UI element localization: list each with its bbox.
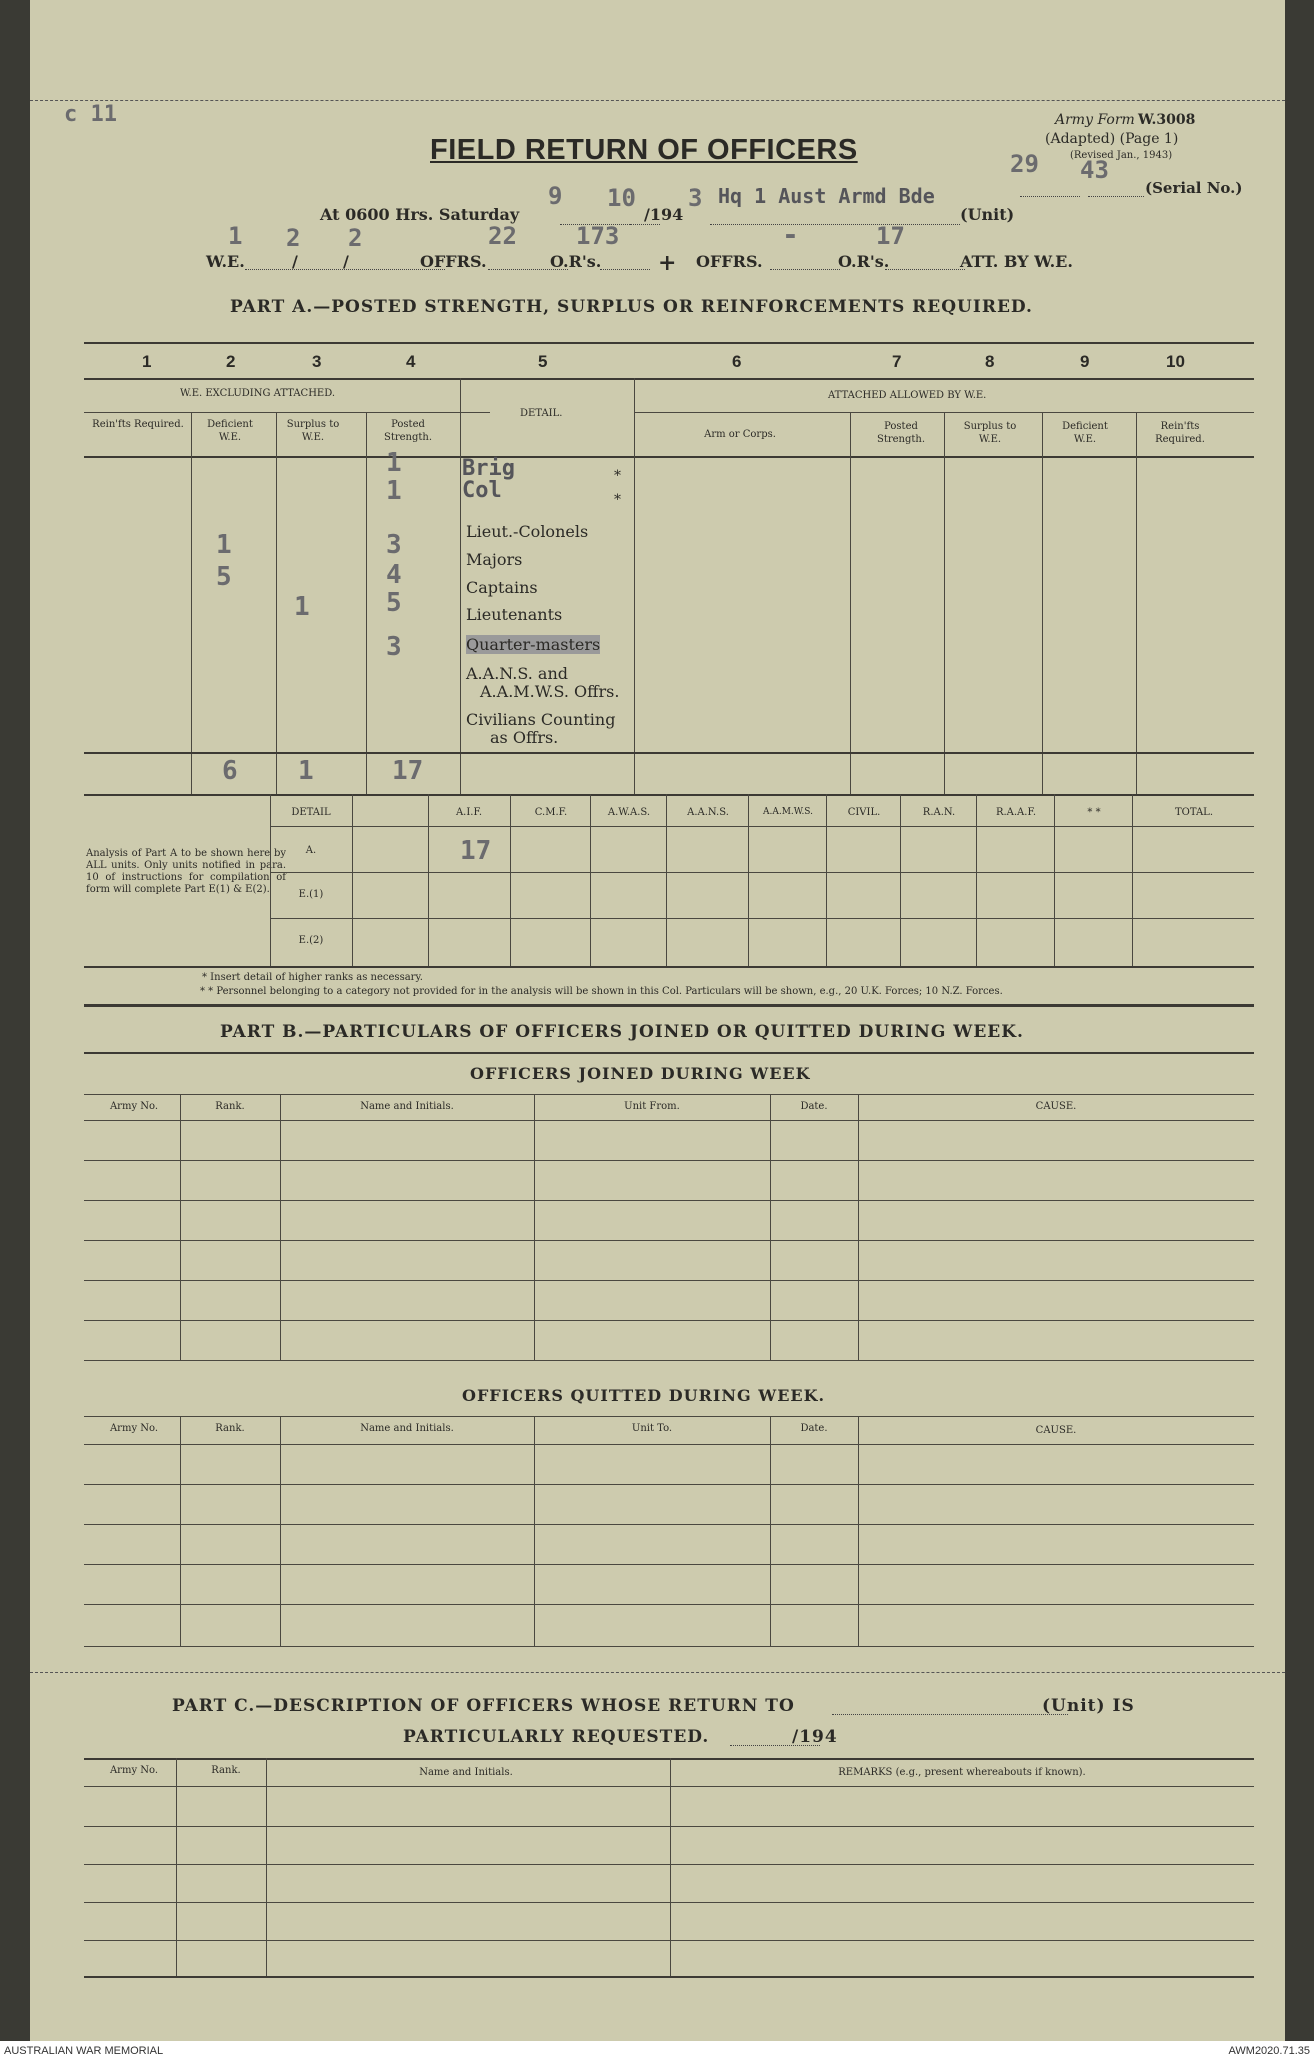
joined-title: OFFICERS JOINED DURING WEEK <box>470 1064 811 1083</box>
serial-value-2: 43 <box>1080 156 1109 184</box>
analysis-header: DETAIL <box>291 807 331 818</box>
serial-label: (Serial No.) <box>1145 179 1243 197</box>
perforation-line <box>30 100 1285 101</box>
asterisk: * <box>614 468 621 484</box>
analysis-row-label: E.(2) <box>298 935 324 946</box>
attached-header: ATTACHED ALLOWED BY W.E. <box>828 390 987 401</box>
analysis-row-label: A. <box>305 845 317 856</box>
analysis-row-label: E.(1) <box>298 889 324 900</box>
ors-value: 173 <box>576 222 620 250</box>
quitted-header: Unit To. <box>631 1423 673 1434</box>
year-label: /194 <box>644 205 684 224</box>
analysis-note: Analysis of Part A to be shown here by ALL units. Only units notified in para. 10 of instructions for compilation of form will complete Part E(1) & E(2). <box>86 848 286 895</box>
rank-brig: Brig <box>462 456 515 481</box>
col-num: 4 <box>406 352 416 371</box>
date-year: 3 <box>688 184 703 212</box>
part-c-header: Rank. <box>211 1765 241 1776</box>
total-deficient: 6 <box>222 756 238 786</box>
header-att-deficient: Deficient W.E. <box>1062 421 1108 445</box>
form-name: Army Form <box>1055 112 1135 128</box>
header-reinfts: Rein'fts Required. <box>92 419 184 430</box>
att-we-label: ATT. BY W.E. <box>960 252 1073 271</box>
deficient-value: 5 <box>216 562 232 592</box>
analysis-header: R.A.A.F. <box>995 807 1037 818</box>
col-num: 8 <box>985 352 995 371</box>
analysis-header: A.I.F. <box>455 807 483 818</box>
quitted-header: Army No. <box>109 1423 159 1434</box>
unit-label: (Unit) <box>960 205 1015 224</box>
form-title: FIELD RETURN OF OFFICERS <box>430 134 858 166</box>
joined-header: Date. <box>800 1101 828 1112</box>
aif-a-value: 17 <box>460 836 492 866</box>
analysis-header: A.W.A.S. <box>607 807 651 818</box>
part-c-title-1: PART C.—DESCRIPTION OF OFFICERS WHOSE RETURN TO <box>172 1696 795 1716</box>
rank-label: Majors <box>466 550 523 569</box>
analysis-header: C.M.F. <box>534 807 568 818</box>
rank-label: Captains <box>466 578 538 597</box>
form-adapted: (Adapted) (Page 1) <box>1045 131 1179 147</box>
joined-header: Rank. <box>215 1101 245 1112</box>
part-c-unit-is: (Unit) IS <box>1042 1696 1135 1716</box>
part-c-title-2: PARTICULARLY REQUESTED. <box>403 1727 710 1747</box>
joined-header: Unit From. <box>624 1101 680 1112</box>
joined-header: Name and Initials. <box>360 1101 454 1112</box>
footnote-2: * * Personnel belonging to a category not provided for in the analysis will be shown in this Col. Particulars will be shown, e.g., 20 U.K. Forces; 10 N.Z. Forces. <box>200 986 1003 997</box>
rank-label: Lieut.-Colonels <box>466 522 589 541</box>
att-offrs-value: - <box>782 218 799 251</box>
form-paper: c 11 Army Form W.3008 (Adapted) (Page 1) (Revised Jan., 1943) FIELD RETURN OF OFFICERS 29 43 (Serial No.) At 0600 Hrs. Saturday 9 10 3 /194 Hq 1 Aust Armd Bde (Unit) 1 2 2 W.E. / / OFFRS. 22 O.R's. 173 + OFFRS. - O.R's. 17 ATT. BY W.E. PART A.—POSTED STRENGTH, SURPLUS OR REINFORCEMENTS REQUIRED. 1 2 3 4 5 6 7 8 9 10 W.E. EXCLUDING ATTACHED. DETAIL. ATTACHED ALLOWED BY W.E. Rein'fts Required. Deficient W.E. Surplus to W.E. Posted Strength. Arm or Corps. Posted Strength. Surplus to W.E. Deficient W.E. Rein'fts Required. Brig * Col * Lieut.-Colonels Majors Captains Lieutenants Quarter-masters A.A.N.S. and A.A.M.W.S. Offrs. Civilians Counting as Offrs. 1 5 1 1 1 3 4 5 3 6 1 17 Analysis of Part A to be shown here by ALL units. Only units notified in para. 10 of instructions for compilation of form will complete Part E(1) & E(2). DETAIL A.I.F. C.M.F. A.W.A.S. A.A.N.S. A.A.M.W.S. CIVIL. R.A.N. R.A.A.F. * * TOTAL. A. E.(1) E.(2) 17 * Insert detail of higher ranks as necessary. * * Personnel belonging to a category not provided for in the analysis will be shown in this Col. Particulars will be shown, e.g., 20 U.K. Forces; 10 N.Z. Forces. PART B.—PARTICULARS OF OFFICERS JOINED OR QUITTED DURING WEEK. OFFICERS JOINED DURING WEEK Army No. Rank. Name and Initials. Unit From. Date. CAUSE. OFFICERS QUITTED DURING WEEK. Army No. Rank. Name and Initials. Unit To. Date. CAUSE. PART C.—DESCRIPTION OF OFFICERS WHOSE RETURN TO (Unit) IS PARTICULARLY REQUESTED. /194 Army No. Rank. Name and Initials. REMARKS (e.g., present whereabouts if known). <box>30 0 1285 2041</box>
analysis-header: CIVIL. <box>847 807 881 818</box>
offrs-label: OFFRS. <box>420 252 487 271</box>
footnote-1: * Insert detail of higher ranks as necessary. <box>202 972 423 983</box>
header-deficient: Deficient W.E. <box>207 419 253 443</box>
rank-label: A.A.N.S. and <box>466 664 568 683</box>
header-arm-corps: Arm or Corps. <box>704 429 776 440</box>
ors-label: O.R's. <box>550 252 602 271</box>
corner-mark: c 11 <box>64 102 117 127</box>
footer-left: AUSTRALIAN WAR MEMORIAL <box>4 2045 164 2057</box>
we-value-3: 2 <box>348 224 363 252</box>
date-prefix: At 0600 Hrs. Saturday <box>320 205 520 224</box>
rank-label: A.A.M.W.S. Offrs. <box>480 682 620 701</box>
analysis-header: TOTAL. <box>1174 807 1214 818</box>
quitted-header: Name and Initials. <box>360 1423 454 1434</box>
joined-header: Army No. <box>109 1101 159 1112</box>
col-num: 3 <box>312 352 322 371</box>
surplus-value: 1 <box>294 592 310 622</box>
col-num: 10 <box>1166 352 1185 371</box>
archive-footer <box>0 2041 1314 2061</box>
att-ors-label: O.R's. <box>838 252 890 271</box>
analysis-header: * * <box>1087 807 1101 818</box>
total-surplus: 1 <box>298 756 314 786</box>
perforation-line <box>30 1672 1285 1673</box>
we-value-1: 1 <box>228 222 243 250</box>
footer-right: AWM2020.71.35 <box>1228 2045 1310 2057</box>
part-a-title: PART A.—POSTED STRENGTH, SURPLUS OR REINFORCEMENTS REQUIRED. <box>230 297 1033 317</box>
part-c-year: /194 <box>792 1727 838 1747</box>
col-num: 2 <box>226 352 236 371</box>
col-num: 5 <box>538 352 548 371</box>
analysis-header: R.A.N. <box>922 807 956 818</box>
col-num: 9 <box>1080 352 1090 371</box>
att-ors-value: 17 <box>876 222 905 250</box>
part-c-header: Army No. <box>109 1765 159 1776</box>
rank-label: as Offrs. <box>490 728 559 747</box>
rank-col: Col <box>462 478 502 503</box>
analysis-header: A.A.M.W.S. <box>762 807 814 817</box>
form-revised: (Revised Jan., 1943) <box>1070 150 1173 161</box>
we-label: W.E. <box>206 252 245 271</box>
serial-value-1: 29 <box>1010 150 1039 178</box>
part-b-title: PART B.—PARTICULARS OF OFFICERS JOINED OR QUITTED DURING WEEK. <box>220 1022 1024 1042</box>
date-month: 10 <box>607 184 636 212</box>
posted-value: 1 <box>386 448 402 478</box>
joined-header: CAUSE. <box>1035 1101 1077 1112</box>
we-value-2: 2 <box>286 224 301 252</box>
header-att-posted: Posted Strength. <box>876 421 926 445</box>
posted-value: 4 <box>386 560 402 590</box>
date-day: 9 <box>548 182 563 210</box>
quitted-header: Rank. <box>215 1423 245 1434</box>
header-surplus: Surplus to W.E. <box>286 419 340 443</box>
rank-label: Civilians Counting <box>466 710 616 729</box>
total-posted: 17 <box>392 756 424 786</box>
posted-value: 1 <box>386 476 402 506</box>
unit-value: Hq 1 Aust Armd Bde <box>718 184 935 208</box>
header-posted: Posted Strength. <box>383 419 433 443</box>
form-code: W.3008 <box>1138 112 1196 128</box>
deficient-value: 1 <box>216 530 232 560</box>
quitted-header: CAUSE. <box>1035 1425 1077 1436</box>
col-num: 1 <box>142 352 152 371</box>
detail-header: DETAIL. <box>520 408 563 419</box>
quitted-title: OFFICERS QUITTED DURING WEEK. <box>462 1386 826 1405</box>
part-c-header: Name and Initials. <box>419 1767 513 1778</box>
we-excl-header: W.E. EXCLUDING ATTACHED. <box>180 388 336 399</box>
header-att-reinfts: Rein'fts Required. <box>1155 421 1205 445</box>
att-offrs-label: OFFRS. <box>696 252 763 271</box>
posted-value: 5 <box>386 588 402 618</box>
plus-sign: + <box>658 250 677 276</box>
quitted-header: Date. <box>800 1423 828 1434</box>
posted-value: 3 <box>386 632 402 662</box>
asterisk: * <box>614 492 621 508</box>
col-num: 7 <box>892 352 902 371</box>
offrs-value: 22 <box>488 222 517 250</box>
rank-label: Quarter-masters <box>466 635 601 654</box>
header-att-surplus: Surplus to W.E. <box>963 421 1017 445</box>
rank-label: Lieutenants <box>466 605 563 624</box>
analysis-header: A.A.N.S. <box>687 807 729 818</box>
col-num: 6 <box>732 352 742 371</box>
posted-value: 3 <box>386 530 402 560</box>
part-c-header: REMARKS (e.g., present whereabouts if known). <box>838 1767 1086 1778</box>
